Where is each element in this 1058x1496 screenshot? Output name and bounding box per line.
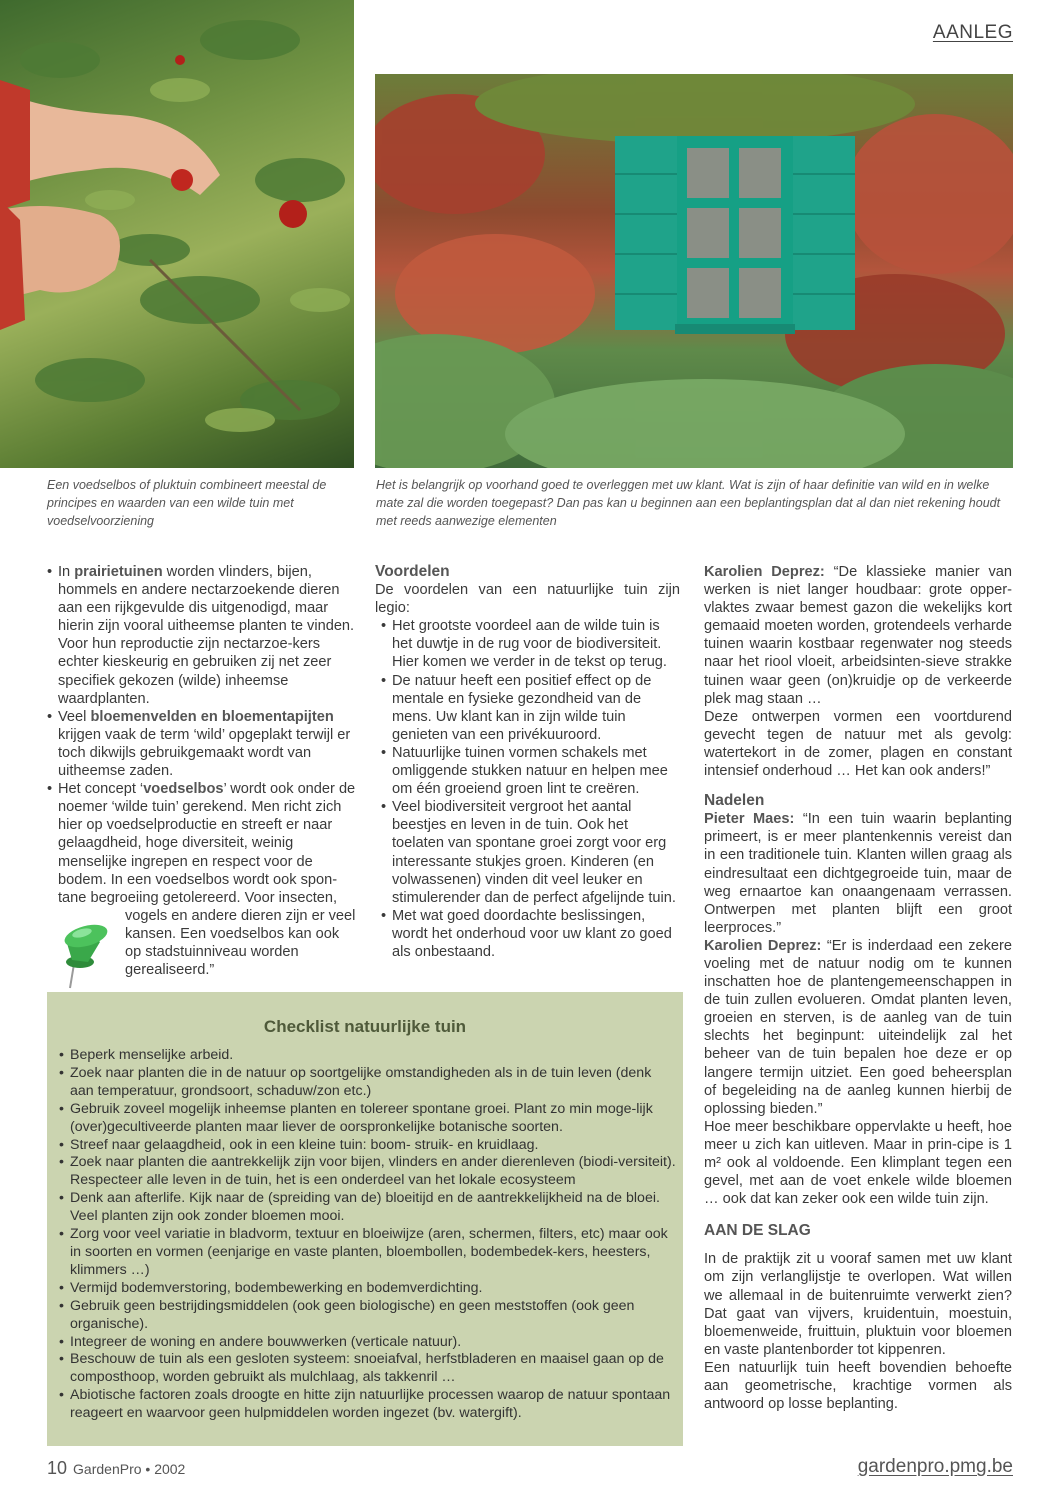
term-voedselbos: voedselbos [143,781,224,798]
paragraph: In de praktijk zit u vooraf samen met uw klant om zijn verlanglijstje te overlopen. Wat willen we allemaal in de buitenruimte verwerkt zien? Dat gaat van vijvers, kruidentuin, moestuin, bloemenweide, fruittuin, pluktuin voor bloemen en vaste plantenborder tot kippenren. [704,1251,1012,1358]
voordelen-intro: De voordelen van een natuurlijke tuin zijn legio: [375,582,680,617]
quote-karolien-1: Karolien Deprez: “De klassieke manier van werken is niet langer houdbaar: grote opper-vlaktes zwaar bemest gazon die wekelijks kort gemaaid moeten worden, grotendeels verharde tuinen waarin kostbaar regenwater nog steeds naar het riool vloeit, arbeidsinten-sieve strakke tuinen waar geen (on)kruidje op de verkeerde plek mag staan … [704,564,1012,707]
checklist-item: • Streef naar gelaagdheid, ook in een kleine tuin: boom- struik- en kruidlaag. [59,1137,677,1155]
window-illustration [375,74,1013,468]
rosehip-photo [0,0,354,468]
checklist-item: • Denk aan afterlife. Kijk naar de (spreiding van de) bloeitijd en de aantrekkelijkheid na de bloei. Veel planten zijn ook zonder bloemen mooi. [59,1190,677,1226]
checklist-item: • Gebruik zoveel mogelijk inheemse planten en tolereer spontane groei. Plant zo min moge-lijk (over)gecultiveerde planten maar liever de oorspronkelijke botanische soorten. [59,1101,677,1137]
checklist-item: • Zorg voor veel variatie in bladvorm, textuur en bloeiwijze (aren, schermen, filters, etc) maar ook in soorten en vormen (eenjarige en vaste planten, bloembollen, bodembedek-kers, heesters, klimmers …) [59,1226,677,1280]
pushpin-icon [52,920,122,990]
list-item: • De natuur heeft een positief effect op de mentale en fysieke gezondheid van de mens. Uw klant kan in zijn wilde tuin genieten van een privékuuroord. [381,672,680,744]
checklist-item: • Beschouw de tuin als een gesloten systeem: snoeiafval, herfstbladeren en maaisel gaan op de composthoop, worden gebruikt als mulchlaag, als takkenril … [59,1351,677,1387]
column-3 [704,563,1012,1413]
bullet-bloemenvelden: • Veel bloemenvelden en bloementapijten krijgen vaak de term ‘wild’ opgeplakt terwijl er toch dikwijls gebruikgemaakt wordt van uitheemse zaden. [47,708,357,780]
paragraph: Hoe meer beschikbare oppervlakte u heeft, hoe meer u zich kan uitleven. Maar in prin-cipe is 1 m² ook al voldoende. Een klimplant tegen een gevel, met aan de voet enkele wilde bloemen … ook dat kan zeker ook een wilde tuin zijn. [704,1118,1012,1208]
checklist-item: • Zoek naar planten die aantrekkelijk zijn voor bijen, vlinders en ander dierenleven (biodi-versiteit). Respecteer alle leven in de tuin, het is een onderdeel van het lokale ecosysteem [59,1154,677,1190]
list-item: • Natuurlijke tuinen vormen schakels met omliggende stukken natuur en helpen mee om één groeiend groen lint te creëren. [381,744,680,798]
rosehip-illustration [0,0,354,468]
bullet-prairietuinen: • In prairietuinen worden vlinders, bijen, hommels en andere nectarzoekende dieren aan een rijkgevulde dis uitgenodigd, maar hierin zijn vooral uitheemse planten te vinden. Voor hun reproductie zijn nectarzoe-kers echter kieskeurig en gebruiken zij net zeer specifiek gekozen (wilde) inheemse waardplanten. [47,563,357,708]
heading-aan-de-slag: AAN DE SLAG [704,1222,811,1240]
checklist-item: • Abiotische factoren zoals droogte en hitte zijn natuurlijke processen waarop de natuur spontaan reageert en waarvoor geen hulpmiddelen worden ingezet (bv. watergift). [59,1387,677,1423]
right-photo-caption: Het is belangrijk op voorhand goed te overleggen met uw klant. Wat is zijn of haar definitie van wild en in welke mate zal die worden toegepast? Dan pas kan u beginnen aan een beplantingsplan dat al dan niet rekening houdt met reeds aanwezige elementen [376,478,1001,528]
paragraph: Deze ontwerpen vormen een voortdurend gevecht tegen de natuur met als gevolg: watertekort in de zomer, plagen en constant intensief onderhoud … Het kan ook anders!” [704,708,1012,780]
quote-karolien-2: Karolien Deprez: “Er is inderdaad een zekere voeling met de natuur nodig om te kunnen inschatten hoe de plantengemeenschappen in de tuin zullen evolueren. Omdat planten leven, groeien en sterven, is de aanleg van de tuin slechts het beginpunt: uiteindelijk zal het beheer van de tuin bepalen hoe deze er op langere termijn uitziet. Een goed beheersplan of begeleiding na de aanleg kunnen hierbij de oplossing bieden.” [704,937,1012,1117]
column-1 [47,563,357,979]
checklist-item: • Gebruik geen bestrijdingsmiddelen (ook geen biologische) en geen meststoffen (ook geen organische). [59,1298,677,1334]
heading-voordelen: Voordelen [375,563,450,580]
left-photo-caption: Een voedselbos of pluktuin combineert meestal de principes en waarden van een wilde tuin met voedselvoorziening [47,478,327,528]
checklist-item: • Beperk menselijke arbeid. [59,1047,677,1065]
section-label: AANLEG [932,22,1013,43]
list-item: • Het grootste voordeel aan de wilde tuin is het duwtje in de rug voor de biodiversiteit. Hier komen we verder in de tekst op terug. [381,617,680,671]
bullet-voedselbos: • Het concept ‘voedselbos’ wordt ook onder de noemer ‘wilde tuin’ gerekend. Men richt zich hier op voedselproductie en streeft er naar gelaagdheid, hoge diversiteit, weinig menselijke ingrepen en respect voor de bodem. In een voedselbos wordt ook spon-tane begroeiing getolereerd. Voor insecten, [47,780,357,907]
paragraph: Een natuurlijk tuin heeft bovendien behoefte aan geometrische, krachtige vormen als antwoord op losse beplanting. [704,1359,1012,1413]
page-number: 10 [47,1458,68,1478]
checklist-title: Checklist natuurlijke tuin [263,1017,467,1036]
footer-left [47,1458,185,1479]
checklist-item: • Integreer de woning en andere bouwwerken (verticale natuur). [59,1334,677,1352]
list-item: • Veel biodiversiteit vergroot het aantal beestjes en leven in de tuin. Ook het toelaten van spontane groei zorgt voor erg interessante stukjes groen. Kinderen (en volwassenen) vinden dit veel leuker en stimulerender dan de perfect afgelijnde tuin. [381,798,680,907]
quote-pieter: Pieter Maes: “In een tuin waarin beplanting primeert, is er meer plantenkennis vereist dan in een traditionele tuin. Klanten willen graag als eindresultaat een dichtgegroeide tuin, maar de weg ernaartoe kan onaangenaam verrassen. Ontwerpen met planten blijft een groot leerproces.” [704,811,1013,936]
publication-name: GardenPro • 2002 [73,1461,186,1477]
heading-nadelen: Nadelen [704,792,765,810]
checklist-item: • Vermijd bodemverstoring, bodembewerking en bodemverdichting. [59,1280,677,1298]
window-vines-photo [375,74,1013,468]
checklist-item: • Zoek naar planten die in de natuur op soortgelijke omstandigheden als in de tuin leven (denk aan temperatuur, grondsoort, schaduw/zon etc.) [59,1065,677,1101]
list-item: • Met wat goed doordachte beslissingen, wordt het onderhoud voor uw klant zo goed als onbestaand. [381,907,680,961]
checklist-list [59,1047,677,1423]
footer-url-link[interactable]: gardenpro.pmg.be [857,1456,1013,1477]
checklist-box [47,992,683,1446]
column-2 [375,563,680,961]
term-prairietuinen: prairietuinen [74,564,163,580]
term-bloemenvelden: bloemenvelden en bloementapijten [90,708,334,725]
voedselbos-continuation: vogels en andere dieren zijn er veel kansen. Een voedselbos kan ook op stadstuinniveau worden gerealiseerd.” [125,907,356,979]
